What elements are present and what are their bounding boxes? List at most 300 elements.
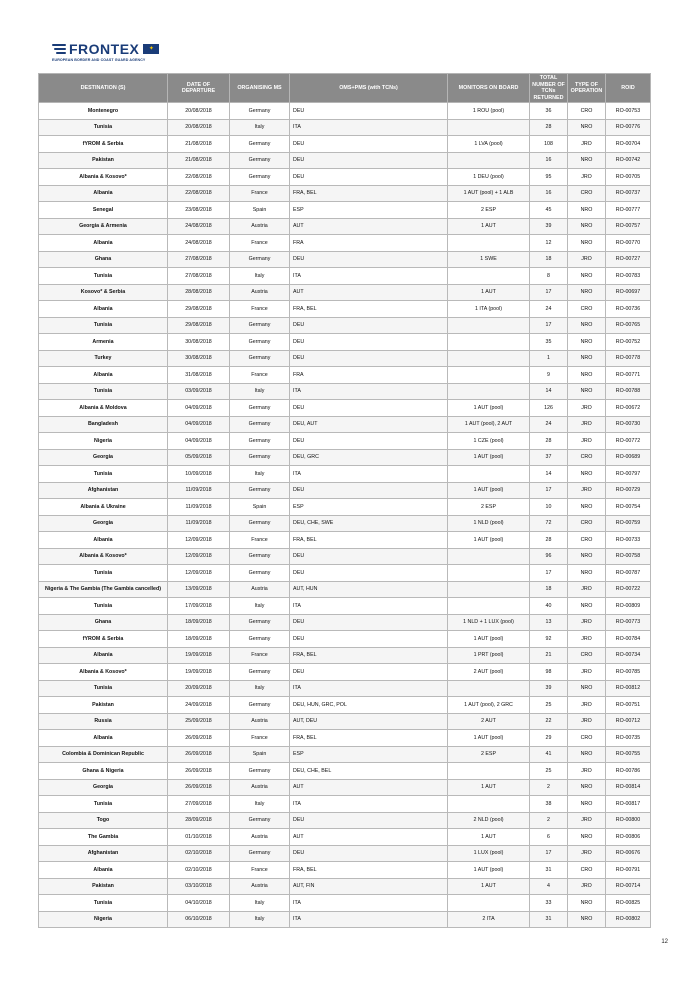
cell-participants: ITA [290,895,448,912]
cell-total-tcns: 40 [530,598,568,615]
cell-date: 20/09/2018 [168,680,230,697]
cell-type: NRO [568,499,606,516]
cell-monitors [448,268,530,285]
cell-participants: ITA [290,911,448,928]
cell-roid: RO-00733 [606,532,651,549]
cell-date: 27/09/2018 [168,796,230,813]
cell-type: NRO [568,466,606,483]
table-row [39,812,651,829]
cell-total-tcns: 98 [530,664,568,681]
cell-type: JRO [568,169,606,186]
cell-total-tcns: 4 [530,878,568,895]
cell-organising-ms: Germany [230,697,290,714]
cell-monitors: 1 AUT (pool) [448,449,530,466]
cell-monitors [448,119,530,136]
cell-organising-ms: Germany [230,350,290,367]
cell-roid: RO-00759 [606,515,651,532]
cell-participants: FRA, BEL [290,185,448,202]
cell-date: 29/08/2018 [168,317,230,334]
cell-type: NRO [568,565,606,582]
cell-date: 05/09/2018 [168,449,230,466]
cell-organising-ms: France [230,532,290,549]
cell-roid: RO-00714 [606,878,651,895]
cell-monitors [448,350,530,367]
cell-participants: DEU [290,400,448,417]
table-row [39,482,651,499]
cell-total-tcns: 17 [530,317,568,334]
cell-total-tcns: 28 [530,119,568,136]
cell-type: NRO [568,235,606,252]
table-row [39,284,651,301]
table-row [39,631,651,648]
cell-type: CRO [568,730,606,747]
table-row [39,829,651,846]
table-row [39,581,651,598]
cell-roid: RO-00778 [606,350,651,367]
cell-monitors: 1 AUT (pool) [448,532,530,549]
cell-roid: RO-00697 [606,284,651,301]
cell-destination: Albania & Ukraine [39,499,168,516]
cell-total-tcns: 17 [530,565,568,582]
cell-monitors: 1 AUT [448,284,530,301]
cell-type: JRO [568,763,606,780]
cell-total-tcns: 95 [530,169,568,186]
cell-type: NRO [568,202,606,219]
cell-organising-ms: Germany [230,482,290,499]
cell-date: 13/09/2018 [168,581,230,598]
table-row [39,367,651,384]
cell-participants: DEU, AUT [290,416,448,433]
column-header-total-tcns: TOTAL NUMBER OF TCNs RETURNED [530,74,568,103]
cell-date: 21/08/2018 [168,136,230,153]
cell-destination: Nigeria & The Gambia (The Gambia cancelled) [39,581,168,598]
cell-participants: FRA, BEL [290,532,448,549]
logo-wordmark: FRONTEX [69,41,140,57]
cell-total-tcns: 17 [530,284,568,301]
cell-date: 02/10/2018 [168,862,230,879]
cell-roid: RO-00791 [606,862,651,879]
cell-monitors: 1 LUX (pool) [448,845,530,862]
cell-destination: Albania [39,862,168,879]
cell-organising-ms: Germany [230,152,290,169]
cell-total-tcns: 39 [530,680,568,697]
cell-total-tcns: 41 [530,746,568,763]
table-row [39,136,651,153]
cell-type: CRO [568,185,606,202]
cell-participants: DEU [290,548,448,565]
cell-destination: Tunisia [39,268,168,285]
cell-total-tcns: 96 [530,548,568,565]
cell-type: NRO [568,383,606,400]
table-row [39,565,651,582]
cell-destination: Pakistan [39,152,168,169]
cell-destination: Tunisia [39,119,168,136]
cell-monitors [448,383,530,400]
cell-type: NRO [568,119,606,136]
cell-total-tcns: 33 [530,895,568,912]
cell-organising-ms: Germany [230,614,290,631]
cell-roid: RO-00730 [606,416,651,433]
cell-total-tcns: 1 [530,350,568,367]
cell-participants: AUT [290,829,448,846]
cell-participants: DEU [290,631,448,648]
cell-type: NRO [568,152,606,169]
cell-organising-ms: Austria [230,581,290,598]
cell-date: 11/09/2018 [168,499,230,516]
table-row [39,911,651,928]
cell-organising-ms: Spain [230,746,290,763]
cell-total-tcns: 14 [530,383,568,400]
cell-participants: FRA, BEL [290,730,448,747]
cell-participants: AUT [290,779,448,796]
cell-date: 18/09/2018 [168,631,230,648]
cell-destination: Russia [39,713,168,730]
cell-type: NRO [568,680,606,697]
cell-total-tcns: 28 [530,433,568,450]
cell-roid: RO-00765 [606,317,651,334]
cell-roid: RO-00689 [606,449,651,466]
cell-total-tcns: 12 [530,235,568,252]
cell-monitors: 1 AUT (pool), 2 AUT [448,416,530,433]
cell-roid: RO-00773 [606,614,651,631]
cell-roid: RO-00757 [606,218,651,235]
cell-total-tcns: 24 [530,416,568,433]
cell-organising-ms: Italy [230,895,290,912]
cell-type: JRO [568,845,606,862]
cell-total-tcns: 92 [530,631,568,648]
cell-roid: RO-00825 [606,895,651,912]
cell-type: CRO [568,301,606,318]
cell-total-tcns: 31 [530,911,568,928]
cell-destination: Albania [39,647,168,664]
cell-organising-ms: France [230,647,290,664]
return-operations-table [38,73,651,928]
table-row [39,614,651,631]
cell-date: 11/09/2018 [168,482,230,499]
cell-date: 04/09/2018 [168,433,230,450]
cell-total-tcns: 8 [530,268,568,285]
cell-monitors: 1 ITA (pool) [448,301,530,318]
cell-organising-ms: Italy [230,466,290,483]
cell-roid: RO-00812 [606,680,651,697]
cell-date: 28/08/2018 [168,284,230,301]
cell-participants: DEU [290,350,448,367]
cell-organising-ms: Italy [230,911,290,928]
cell-destination: Tunisia [39,895,168,912]
cell-date: 28/09/2018 [168,812,230,829]
table-row [39,350,651,367]
cell-type: NRO [568,367,606,384]
cell-participants: DEU [290,845,448,862]
cell-date: 18/09/2018 [168,614,230,631]
cell-destination: fYROM & Serbia [39,136,168,153]
cell-participants: AUT, FIN [290,878,448,895]
cell-participants: DEU [290,664,448,681]
cell-total-tcns: 6 [530,829,568,846]
cell-type: NRO [568,779,606,796]
cell-roid: RO-00712 [606,713,651,730]
cell-total-tcns: 25 [530,697,568,714]
cell-roid: RO-00771 [606,367,651,384]
cell-type: CRO [568,862,606,879]
cell-monitors: 1 AUT (pool) [448,400,530,417]
cell-roid: RO-00734 [606,647,651,664]
cell-organising-ms: Germany [230,433,290,450]
cell-organising-ms: France [230,301,290,318]
cell-destination: Bangladesh [39,416,168,433]
cell-total-tcns: 37 [530,449,568,466]
cell-date: 27/08/2018 [168,251,230,268]
cell-destination: Senegal [39,202,168,219]
cell-monitors: 2 AUT [448,713,530,730]
cell-destination: Albania [39,235,168,252]
cell-participants: DEU [290,334,448,351]
table-row [39,779,651,796]
table-row [39,103,651,120]
cell-organising-ms: Germany [230,136,290,153]
cell-organising-ms: France [230,862,290,879]
cell-destination: Albania [39,301,168,318]
cell-destination: Ghana [39,251,168,268]
cell-total-tcns: 108 [530,136,568,153]
cell-monitors [448,548,530,565]
cell-type: NRO [568,218,606,235]
cell-participants: ITA [290,598,448,615]
cell-destination: Tunisia [39,466,168,483]
cell-organising-ms: Austria [230,218,290,235]
cell-monitors [448,796,530,813]
cell-destination: Armenia [39,334,168,351]
table-row [39,532,651,549]
cell-destination: Georgia [39,449,168,466]
table-row [39,548,651,565]
cell-destination: Tunisia [39,317,168,334]
cell-organising-ms: Germany [230,334,290,351]
cell-date: 19/09/2018 [168,664,230,681]
cell-monitors: 1 SWE [448,251,530,268]
cell-total-tcns: 35 [530,334,568,351]
cell-organising-ms: Italy [230,119,290,136]
table-row [39,713,651,730]
cell-destination: Tunisia [39,565,168,582]
cell-date: 04/09/2018 [168,400,230,417]
table-row [39,301,651,318]
cell-destination: Tunisia [39,383,168,400]
cell-participants: ITA [290,466,448,483]
cell-organising-ms: France [230,235,290,252]
cell-roid: RO-00800 [606,812,651,829]
cell-destination: Georgia & Armenia [39,218,168,235]
cell-organising-ms: Spain [230,499,290,516]
cell-monitors [448,581,530,598]
cell-destination: Kosovo* & Serbia [39,284,168,301]
cell-total-tcns: 39 [530,218,568,235]
cell-type: NRO [568,895,606,912]
cell-date: 29/08/2018 [168,301,230,318]
cell-date: 12/09/2018 [168,548,230,565]
cell-date: 23/08/2018 [168,202,230,219]
cell-organising-ms: Germany [230,251,290,268]
cell-date: 02/10/2018 [168,845,230,862]
column-header-participants: OMS+PMS (with TCNs) [290,74,448,103]
cell-monitors [448,895,530,912]
cell-organising-ms: Austria [230,713,290,730]
cell-total-tcns: 25 [530,763,568,780]
table-row [39,235,651,252]
cell-participants: FRA [290,367,448,384]
cell-organising-ms: Germany [230,845,290,862]
cell-type: JRO [568,251,606,268]
cell-type: JRO [568,482,606,499]
cell-organising-ms: Germany [230,103,290,120]
cell-participants: ESP [290,499,448,516]
cell-type: NRO [568,746,606,763]
cell-date: 03/10/2018 [168,878,230,895]
cell-organising-ms: Italy [230,383,290,400]
cell-monitors: 1 AUT [448,829,530,846]
cell-roid: RO-00806 [606,829,651,846]
cell-organising-ms: Germany [230,400,290,417]
cell-monitors: 1 AUT (pool) + 1 ALB [448,185,530,202]
cell-date: 03/09/2018 [168,383,230,400]
cell-type: JRO [568,664,606,681]
cell-roid: RO-00735 [606,730,651,747]
cell-participants: AUT, DEU [290,713,448,730]
cell-organising-ms: Germany [230,812,290,829]
eu-flag-icon: ✦ [143,44,159,54]
cell-total-tcns: 45 [530,202,568,219]
cell-total-tcns: 2 [530,812,568,829]
table-row [39,730,651,747]
cell-date: 04/10/2018 [168,895,230,912]
table-row [39,449,651,466]
cell-organising-ms: Germany [230,317,290,334]
cell-destination: Albania & Kosovo* [39,169,168,186]
cell-participants: ESP [290,746,448,763]
cell-organising-ms: Austria [230,284,290,301]
frontex-wave-icon [52,44,66,54]
page-number: 12 [661,939,668,945]
cell-participants: FRA [290,235,448,252]
cell-type: JRO [568,878,606,895]
cell-roid: RO-00736 [606,301,651,318]
cell-monitors: 2 ESP [448,746,530,763]
cell-roid: RO-00729 [606,482,651,499]
cell-participants: DEU [290,433,448,450]
cell-participants: AUT [290,284,448,301]
cell-date: 26/09/2018 [168,730,230,747]
cell-roid: RO-00783 [606,268,651,285]
cell-destination: Nigeria [39,911,168,928]
cell-date: 12/09/2018 [168,565,230,582]
cell-roid: RO-00755 [606,746,651,763]
table-row [39,647,651,664]
cell-participants: DEU [290,565,448,582]
cell-monitors [448,565,530,582]
cell-participants: DEU [290,103,448,120]
cell-destination: Georgia [39,779,168,796]
cell-type: CRO [568,532,606,549]
cell-organising-ms: Austria [230,829,290,846]
cell-destination: Tunisia [39,598,168,615]
cell-total-tcns: 9 [530,367,568,384]
column-header-roid: ROID [606,74,651,103]
cell-participants: FRA, BEL [290,301,448,318]
cell-type: CRO [568,103,606,120]
cell-roid: RO-00777 [606,202,651,219]
cell-monitors [448,317,530,334]
cell-destination: Albania [39,532,168,549]
cell-roid: RO-00785 [606,664,651,681]
cell-monitors: 1 NLD + 1 LUX (pool) [448,614,530,631]
cell-total-tcns: 14 [530,466,568,483]
cell-type: JRO [568,400,606,417]
cell-participants: DEU, CHE, BEL [290,763,448,780]
cell-type: JRO [568,416,606,433]
cell-organising-ms: Italy [230,598,290,615]
column-header-monitors: MONITORS ON BOARD [448,74,530,103]
cell-monitors [448,367,530,384]
table-row [39,515,651,532]
cell-total-tcns: 31 [530,862,568,879]
cell-roid: RO-00672 [606,400,651,417]
cell-organising-ms: Germany [230,449,290,466]
table-row [39,845,651,862]
cell-participants: AUT, HUN [290,581,448,598]
frontex-logo [52,42,159,62]
cell-date: 25/09/2018 [168,713,230,730]
cell-roid: RO-00754 [606,499,651,516]
cell-organising-ms: Spain [230,202,290,219]
cell-destination: Albania & Kosovo* [39,664,168,681]
cell-date: 22/08/2018 [168,169,230,186]
cell-participants: ITA [290,680,448,697]
cell-destination: Togo [39,812,168,829]
cell-type: NRO [568,829,606,846]
cell-roid: RO-00802 [606,911,651,928]
cell-total-tcns: 38 [530,796,568,813]
cell-participants: ITA [290,268,448,285]
cell-monitors [448,680,530,697]
cell-date: 12/09/2018 [168,532,230,549]
cell-participants: AUT [290,218,448,235]
cell-participants: DEU [290,152,448,169]
cell-destination: Turkey [39,350,168,367]
cell-participants: DEU [290,812,448,829]
cell-monitors: 2 ESP [448,202,530,219]
cell-participants: FRA, BEL [290,862,448,879]
table-row [39,383,651,400]
cell-type: JRO [568,136,606,153]
cell-participants: DEU, HUN, GRC, POL [290,697,448,714]
table-row [39,878,651,895]
cell-organising-ms: Germany [230,631,290,648]
cell-destination: Afghanistan [39,845,168,862]
cell-roid: RO-00776 [606,119,651,136]
cell-monitors: 2 NLD (pool) [448,812,530,829]
cell-type: NRO [568,350,606,367]
cell-date: 20/08/2018 [168,119,230,136]
cell-roid: RO-00753 [606,103,651,120]
table-row [39,202,651,219]
cell-destination: Albania & Moldova [39,400,168,417]
cell-participants: DEU [290,482,448,499]
table-row [39,466,651,483]
cell-type: CRO [568,515,606,532]
table-row [39,218,651,235]
cell-monitors: 1 ROU (pool) [448,103,530,120]
cell-participants: ITA [290,796,448,813]
